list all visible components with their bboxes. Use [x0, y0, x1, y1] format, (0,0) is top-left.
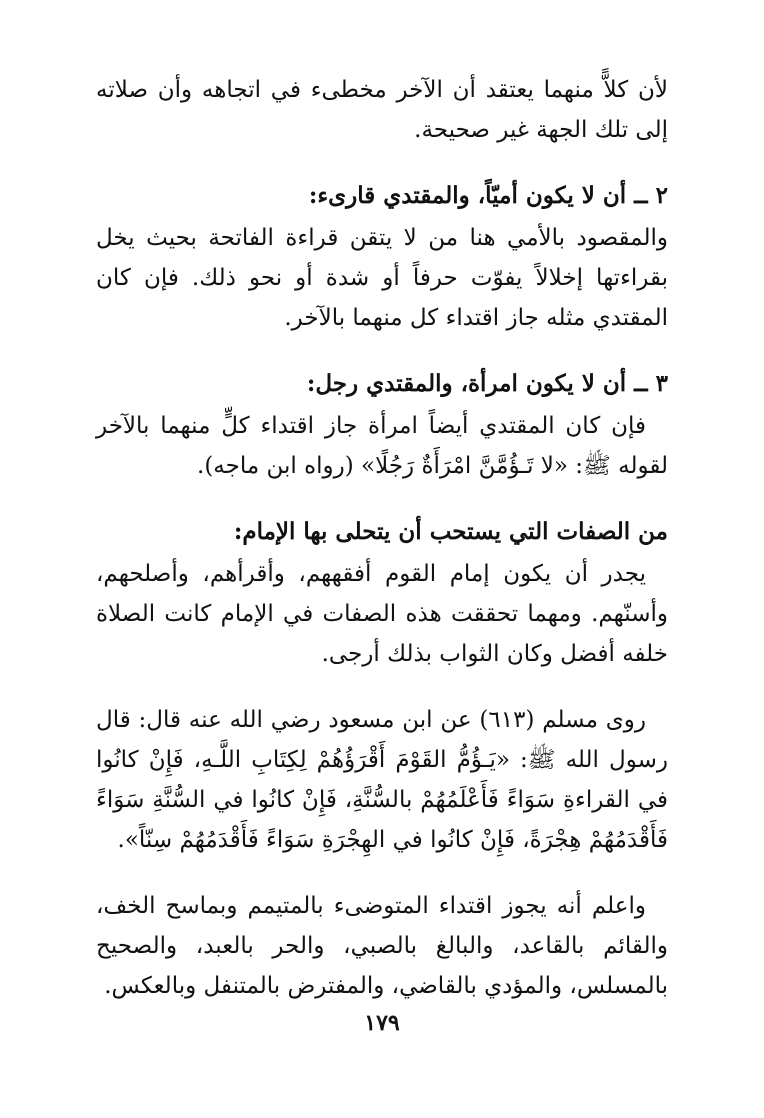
heading-condition-2: ٢ ــ أن لا يكون أميّاً، والمقتدي قارىء:: [308, 182, 668, 209]
paragraph-imam-qualities: يجدر أن يكون إمام القوم أفقههم، وأقرأهم، وأصلحهم، وأسنّهم. ومهما تحققت هذه الصفات في الإمام كانت الصلاة خلفه أفضل وكان الثواب بذلك أرجى.: [96, 561, 668, 667]
paragraph-valid-following: واعلم أنه يجوز اقتداء المتوضىء بالمتيمم وبماسح الخف، والقائم بالقاعد، والبالغ بالصبي، والحر بالعبد، والصحيح بالمسلس، والمؤدي بالقاضي، والمفترض بالمتنفل وبالعكس.: [96, 893, 668, 999]
paragraph-condition-3: فإن كان المقتدي أيضاً امرأة جاز اقتداء كلٍّ منهما بالآخر لقوله ﷺ: «لا تَـؤُمَّنَّ امْرَأَةٌ رَجُلًا» (رواه ابن ماجه).: [96, 413, 668, 479]
paragraph-hadith-muslim: روى مسلم (٦١٣) عن ابن مسعود رضي الله عنه قال: قال رسول الله ﷺ: «يَـؤُمُّ القَوْمَ أَقْرَؤُهُمْ لِكِتَابِ اللَّـهِ، فَإِنْ كانُوا في القراءةِ سَوَاءً فَأَعْلَمُهُمْ بالسُّنَّةِ، فَإِنْ كانُوا في السُّنَّةِ سَوَاءً فَأَقْدَمُهُمْ هِجْرَةً، فَإِنْ كانُوا في الهِجْرَةِ سَوَاءً فَأَقْدَمُهُمْ سِنّاً».: [96, 707, 668, 853]
paragraph-qibla-ending: لأن كلاًّ منهما يعتقد أن الآخر مخطىء في اتجاهه وأن صلاته إلى تلك الجهة غير صحيحة.: [96, 77, 668, 143]
heading-condition-3: ٣ ــ أن لا يكون امرأة، والمقتدي رجل:: [306, 370, 668, 397]
heading-imam-qualities: من الصفات التي يستحب أن يتحلى بها الإمام:: [233, 518, 668, 545]
page-body: [96, 70, 668, 1032]
page-number: ١٧٩: [364, 1010, 400, 1036]
paragraph-condition-2: والمقصود بالأمي هنا من لا يتقن قراءة الفاتحة بحيث يخل بقراءتها إخلالاً يفوّت حرفاً أو شدة أو نحو ذلك. فإن كان المقتدي مثله جاز اقتداء كل منهما بالآخر.: [96, 225, 668, 331]
